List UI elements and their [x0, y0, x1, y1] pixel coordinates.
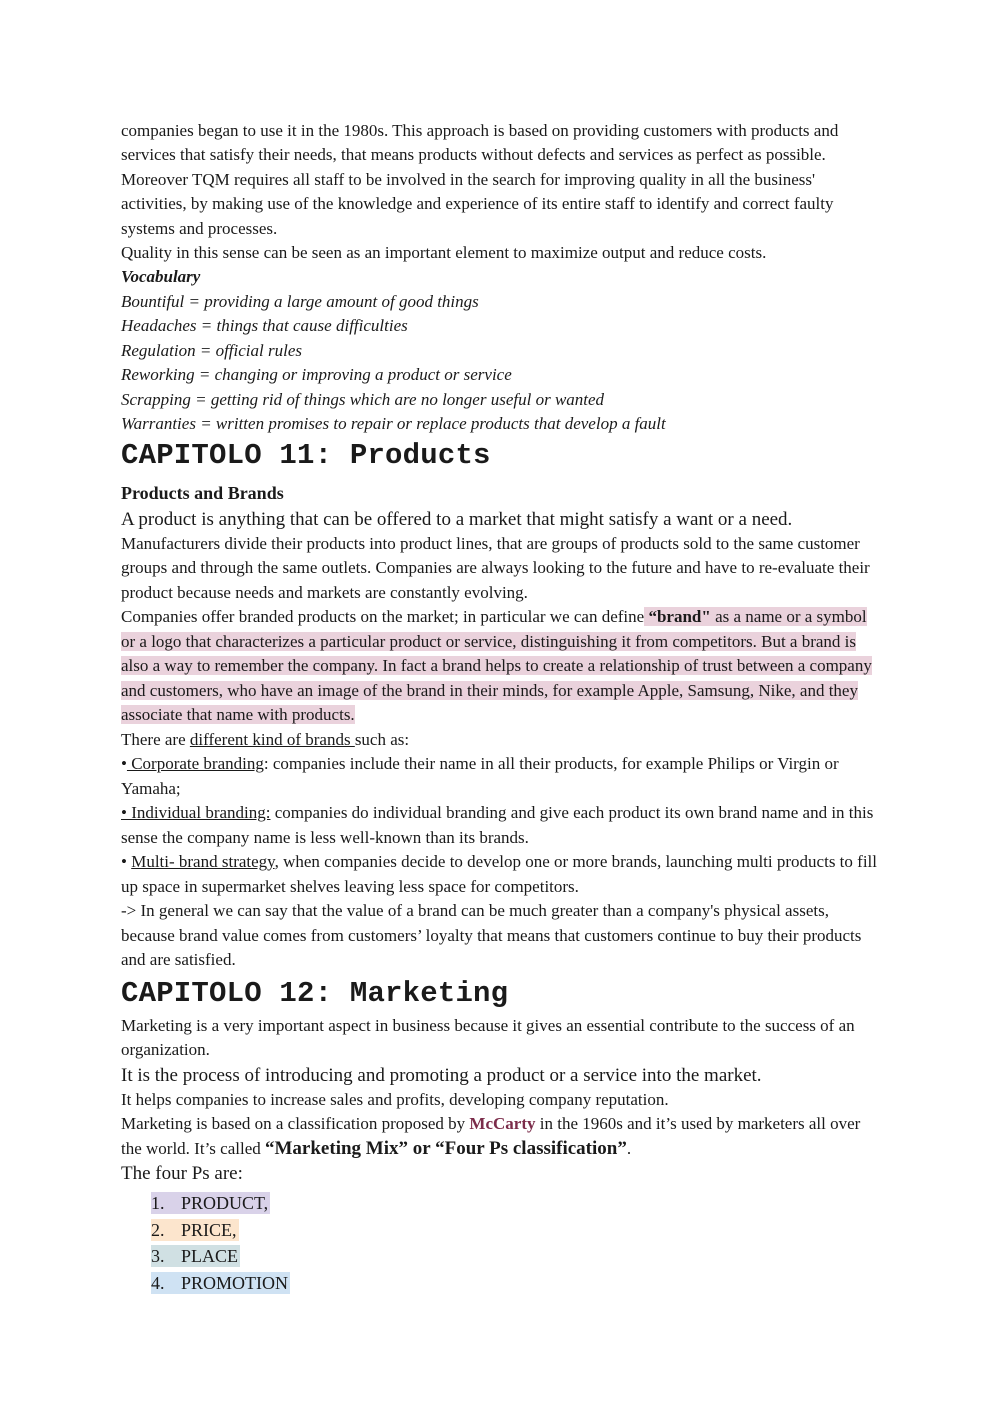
multi-brand-text: , when companies decide to develop one or more brands, launching multi products to fill up space in supermarket shelves leaving less space for competitors.: [121, 852, 877, 896]
four-ps-item-highlight: [151, 1245, 240, 1267]
four-ps-item-highlight: [151, 1219, 239, 1241]
four-ps-label: PLACE: [181, 1246, 239, 1267]
vocabulary-title: Vocabulary: [121, 267, 201, 287]
vocabulary-item: Headaches = things that cause difficulties: [121, 316, 408, 336]
multi-brand-term: Multi- brand strategy: [131, 852, 275, 872]
four-ps-item: [151, 1190, 881, 1217]
four-ps-item-highlight: [151, 1272, 290, 1294]
brand-intro-text: Companies offer branded products on the market; in particular we can define: [121, 607, 645, 627]
brand-value-paragraph: -> In general we can say that the value of a brand can be much greater than a company's physical assets, because brand value comes from customers’ loyalty that means that customers continue to buy their products and are satisfied.: [121, 901, 862, 970]
brand-definition-text: as a name or a symbol or a logo that characterizes a particular product or service, distinguishing it from competitors. But a brand is also a way to remember the company. In fact a brand helps to create a relationship of trust between a company and customers, who have an image of the brand in their minds, for example Apple, Samsung, Nike, and they associate that name with products.: [121, 607, 872, 725]
corporate-branding-item: [121, 752, 881, 801]
list-number: 2.: [151, 1219, 165, 1240]
marketing-importance: Marketing is a very important aspect in business because it gives an essential contribute to the success of an organization.: [121, 1015, 855, 1060]
mccarty-name: McCarty: [469, 1114, 536, 1134]
vocabulary-item: Regulation = official rules: [121, 340, 302, 360]
list-number: 3.: [151, 1246, 165, 1267]
brand-kinds-underlined: different kind of brands: [189, 729, 355, 749]
vocabulary-item: Scrapping = getting rid of things which are no longer useful or wanted: [121, 389, 605, 409]
marketing-benefits: It helps companies to increase sales and profits, developing company reputation.: [121, 1089, 669, 1109]
marketing-mix-paragraph: [121, 1112, 881, 1161]
four-ps-label: PRICE,: [181, 1219, 237, 1240]
products-brands-subheading: Products and Brands: [121, 482, 284, 503]
mix-mid: in the 1960s and it’s used by marketers all over the world. It’s called: [121, 1114, 861, 1158]
product-definition: A product is anything that can be offered to a market that might satisfy a want or a need.: [121, 508, 793, 530]
four-ps-list: [121, 1190, 881, 1296]
four-ps-item: [151, 1243, 881, 1270]
four-ps-intro: The four Ps are:: [121, 1163, 243, 1185]
chapter-11-heading: CAPITOLO 11: Products: [121, 438, 491, 472]
four-ps-item: [151, 1270, 881, 1297]
vocabulary-item: Bountiful = providing a large amount of good things: [121, 291, 479, 311]
marketing-definition: It is the process of introducing and promoting a product or a service into the market.: [121, 1064, 762, 1086]
individual-branding-item: [121, 801, 881, 850]
vocabulary-item: Reworking = changing or improving a product or service: [121, 365, 512, 385]
brand-definition-paragraph: [121, 605, 881, 728]
four-ps-item: [151, 1217, 881, 1244]
brand-kinds-pre: There are: [121, 729, 190, 749]
chapter-12-heading: CAPITOLO 12: Marketing: [121, 976, 509, 1010]
corporate-branding-term: Corporate branding: [126, 754, 264, 774]
list-number: 4.: [151, 1272, 165, 1293]
brand-term: “brand": [644, 607, 711, 627]
mix-end: .: [626, 1138, 632, 1158]
mix-pre: Marketing is based on a classification proposed by: [121, 1114, 470, 1134]
product-lines-paragraph: Manufacturers divide their products into product lines, that are groups of products sold to the same customer groups and through the same outlets. Companies are always looking to the future and have to re-evaluate their product because needs and markets are constantly evolving.: [121, 533, 870, 602]
vocabulary-item: Warranties = written promises to repair or replace products that develop a fault: [121, 414, 666, 434]
intro-paragraph: companies began to use it in the 1980s. This approach is based on providing customers with products and services that satisfy their needs, that means products without defects and services as perfect as possible. Moreover TQM requires all staff to be involved in the search for improving quality in all the business' activities, by making use of the knowledge and experience of its entire staff to identify and correct faulty systems and processes.: [121, 121, 839, 238]
corporate-branding-text: : companies include their name in all their products, for example Philips or Virgin or Yamaha;: [121, 754, 839, 798]
page-content: [121, 119, 881, 1296]
four-ps-item-highlight: [151, 1192, 270, 1214]
individual-branding-text: companies do individual branding and give each product its own brand name and in this sense the company name is less well-known than its brands.: [121, 803, 874, 847]
four-ps-label: PRODUCT,: [181, 1193, 269, 1214]
brand-kinds-post: such as:: [354, 729, 410, 749]
brand-kinds-intro: [121, 728, 881, 753]
individual-branding-term: • Individual branding:: [121, 803, 271, 823]
bullet: •: [121, 852, 132, 872]
four-ps-label: PROMOTION: [181, 1272, 289, 1293]
list-number: 1.: [151, 1193, 165, 1214]
multi-brand-item: [121, 850, 881, 899]
quality-sentence: Quality in this sense can be seen as an important element to maximize output and reduce costs.: [121, 243, 767, 263]
marketing-mix-term: “Marketing Mix” or “Four Ps classification”: [265, 1137, 627, 1159]
bullet: •: [121, 754, 127, 774]
